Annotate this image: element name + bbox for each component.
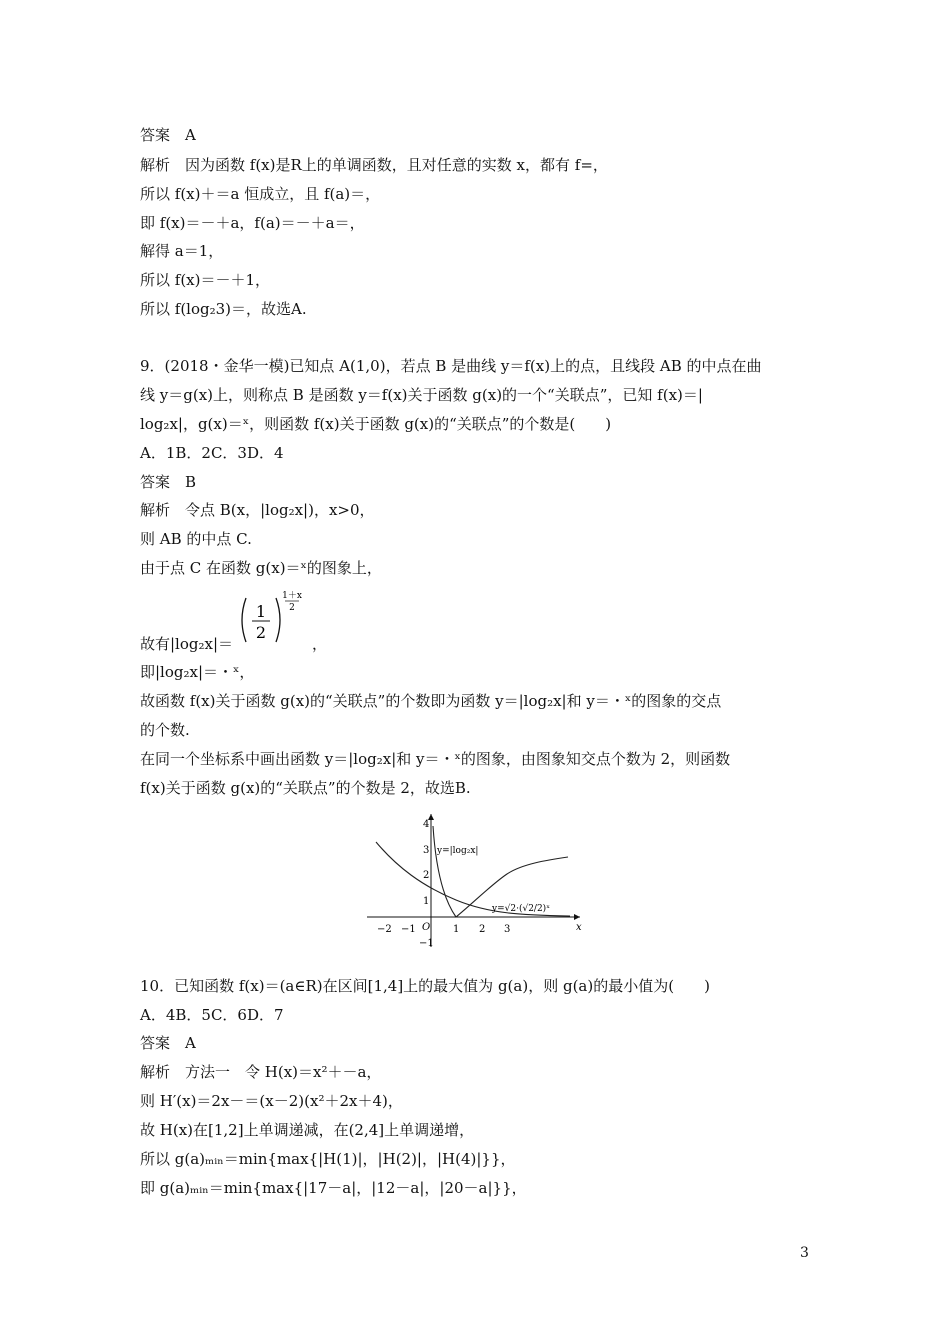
y-tick-3: 3 [423, 845, 430, 856]
y-tick-1: 1 [423, 896, 430, 907]
x-axis-label: x [576, 922, 582, 933]
q10-answer: 答案 A [140, 1034, 196, 1052]
q9-solution-line-4: 故有|log₂x|＝ [140, 635, 234, 653]
power-fraction [232, 590, 322, 650]
q9-solution-line-6: 故函数 f(x)关于函数 g(x)的“关联点”的个数即为函数 y＝|log₂x|和 y＝・ˣ的图象的交点 [140, 692, 722, 710]
q10-solution-line-1: 解析 方法一 令 H(x)＝x²＋－a， [140, 1063, 382, 1081]
q9-solution-line-2: 则 AB 的中点 C. [140, 530, 252, 548]
q8-solution-line-2: 所以 f(x)＋＝a 恒成立，且 f(a)＝， [140, 185, 381, 203]
q10-options: A．4B．5C．6D．7 [140, 1006, 284, 1024]
q9-solution-line-3: 由于点 C 在函数 g(x)＝ˣ的图象上， [140, 559, 382, 577]
q9-stem-line-3: log₂x|，g(x)＝ˣ，则函数 f(x)关于函数 g(x)的“关联点”的个数是( ) [140, 415, 612, 433]
q9-solution-line-1: 解析 令点 B(x，|log₂x|)，x>0， [140, 501, 375, 519]
x-tick-neg1: −1 [401, 924, 416, 935]
x-tick-2: 2 [479, 924, 486, 935]
y-tick-2: 2 [423, 870, 430, 881]
x-tick-neg2: −2 [377, 924, 392, 935]
q10-solution-line-3: 故 H(x)在[1,2]上单调递减，在(2,4]上单调递增， [140, 1121, 475, 1139]
x-tick-1: 1 [453, 924, 460, 935]
q9-solution-line-9: f(x)关于函数 g(x)的“关联点”的个数是 2，故选B. [140, 779, 471, 797]
q8-solution-line-6: 所以 f(log₂3)＝，故选A. [140, 300, 307, 318]
page-number: 3 [800, 1245, 809, 1261]
function-graph [362, 812, 592, 952]
q9-solution-line-5: 即|log₂x|＝・ˣ， [140, 663, 255, 681]
y-tick-4: 4 [423, 819, 430, 830]
q9-options: A．1B．2C．3D．4 [140, 444, 284, 462]
q8-solution-line-1: 解析 因为函数 f(x)是R上的单调函数，且对任意的实数 x，都有 f=， [140, 156, 608, 174]
q8-solution-line-4: 解得 a＝1， [140, 242, 224, 260]
q9-stem-line-1: 9．(2018・金华一模)已知点 A(1,0)，若点 B 是曲线 y＝f(x)上的点，且线段 AB 的中点在曲 [140, 357, 762, 375]
origin-label: O [422, 922, 431, 933]
q10-stem: 10．已知函数 f(x)＝(a∈R)在区间[1,4]上的最大值为 g(a)，则 g(a)的最小值为( ) [140, 977, 710, 995]
fraction-numerator: 1 [255, 602, 267, 621]
exponent-numerator: 1＋x [282, 591, 302, 601]
q9-solution-line-4-tail: ， [312, 635, 328, 653]
q10-solution-line-5: 即 g(a)ₘᵢₙ＝min{max{|17－a|，|12－a|，|20－a|}}， [140, 1179, 527, 1197]
q8-solution-line-3: 即 f(x)＝－＋a，f(a)＝－＋a＝， [140, 214, 365, 232]
q8-answer: 答案 A [140, 126, 196, 144]
q10-solution-line-2: 则 H′(x)＝2x－＝(x－2)(x²＋2x＋4)， [140, 1092, 403, 1110]
fraction-denominator: 2 [255, 623, 267, 642]
q9-solution-line-7: 的个数. [140, 721, 190, 739]
log-curve-label: y=|log₂x| [437, 846, 479, 856]
q9-solution-line-8: 在同一个坐标系中画出函数 y＝|log₂x|和 y＝・ˣ的图象，由图象知交点个数为 2，则函数 [140, 750, 731, 768]
exp-curve-label: y=√2·(√2/2)ˣ [492, 904, 551, 914]
q9-answer: 答案 B [140, 473, 197, 491]
q9-stem-line-2: 线 y＝g(x)上，则称点 B 是函数 y＝f(x)关于函数 g(x)的一个“关联点”，已知 f(x)＝| [140, 386, 703, 404]
exponent-denominator: 2 [289, 603, 295, 613]
q10-solution-line-4: 所以 g(a)ₘᵢₙ＝min{max{|H(1)|，|H(2)|，|H(4)|}}， [140, 1150, 516, 1168]
x-tick-3: 3 [504, 924, 511, 935]
q8-solution-line-5: 所以 f(x)＝－＋1， [140, 271, 271, 289]
y-tick-neg1: −1 [419, 938, 434, 949]
